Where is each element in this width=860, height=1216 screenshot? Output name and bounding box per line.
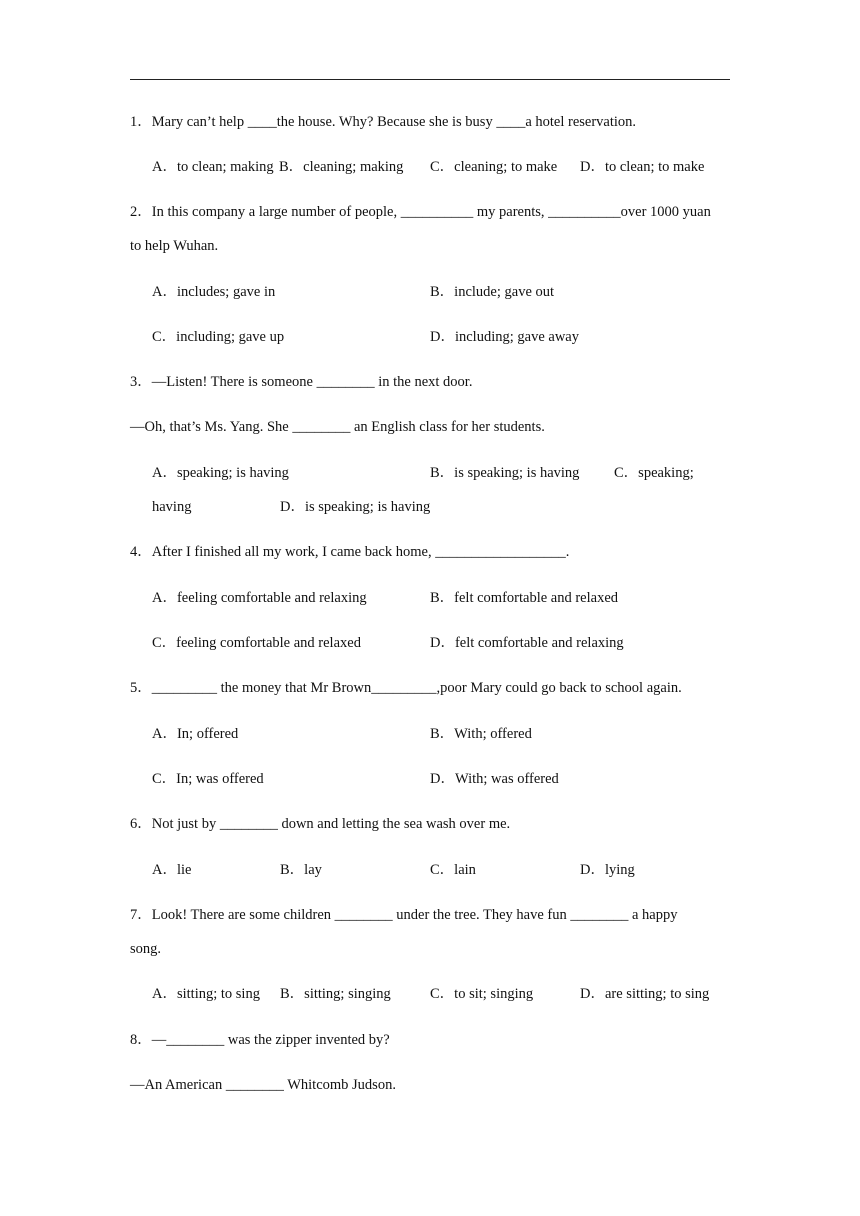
question-5-option-c: C．In; was offered bbox=[152, 771, 264, 787]
question-3-option-d: D．is speaking; is having bbox=[280, 499, 431, 515]
question-4-stem: 4．After I finished all my work, I came back home, __________________. bbox=[130, 544, 570, 560]
question-7-stem-line-1: 7．Look! There are some children ________ under the tree. They have fun ________ a happy bbox=[130, 907, 678, 923]
question-7-option-d: D．are sitting; to sing bbox=[580, 986, 710, 1002]
question-7-option-a: A．sitting; to sing bbox=[152, 986, 260, 1002]
question-3-option-b: B．is speaking; is having bbox=[430, 465, 580, 481]
question-3-stem-line-2: —Oh, that’s Ms. Yang. She ________ an English class for her students. bbox=[130, 419, 545, 435]
question-5-option-a: A．In; offered bbox=[152, 726, 239, 742]
header-rule bbox=[130, 79, 730, 80]
question-4-option-a: A．feeling comfortable and relaxing bbox=[152, 590, 367, 606]
question-3-option-c-part-1: C．speaking; bbox=[614, 465, 694, 481]
question-4-option-d: D．felt comfortable and relaxing bbox=[430, 635, 624, 651]
question-1-option-b: B．cleaning; making bbox=[279, 159, 404, 175]
question-2-option-d: D．including; gave away bbox=[430, 329, 579, 345]
question-3-option-a: A．speaking; is having bbox=[152, 465, 289, 481]
question-7-option-c: C．to sit; singing bbox=[430, 986, 534, 1002]
question-4-option-c: C．feeling comfortable and relaxed bbox=[152, 635, 361, 651]
question-1-option-d: D．to clean; to make bbox=[580, 159, 705, 175]
question-2-stem-line-1: 2．In this company a large number of people, __________ my parents, __________over 1000 yuan bbox=[130, 204, 711, 220]
question-4-option-b: B．felt comfortable and relaxed bbox=[430, 590, 619, 606]
question-2-option-a: A．includes; gave in bbox=[152, 284, 276, 300]
question-1-option-c: C．cleaning; to make bbox=[430, 159, 558, 175]
question-6-option-b: B．lay bbox=[280, 862, 322, 878]
question-2-stem-line-2: to help Wuhan. bbox=[130, 238, 219, 254]
question-5-stem: 5．_________ the money that Mr Brown_________,poor Mary could go back to school again. bbox=[130, 680, 682, 696]
question-3-option-c-part-2: having bbox=[152, 499, 192, 515]
question-8-stem-line-2: —An American ________ Whitcomb Judson. bbox=[130, 1077, 396, 1093]
question-6-option-d: D．lying bbox=[580, 862, 635, 878]
question-5-option-b: B．With; offered bbox=[430, 726, 532, 742]
question-5-option-d: D．With; was offered bbox=[430, 771, 559, 787]
question-7-option-b: B．sitting; singing bbox=[280, 986, 391, 1002]
question-6-option-a: A．lie bbox=[152, 862, 192, 878]
question-7-stem-line-2: song. bbox=[130, 941, 162, 957]
question-2-option-b: B．include; gave out bbox=[430, 284, 555, 300]
question-8-stem-line-1: 8．—________ was the zipper invented by? bbox=[130, 1032, 390, 1048]
question-6-stem: 6．Not just by ________ down and letting the sea wash over me. bbox=[130, 816, 511, 832]
question-2-option-c: C．including; gave up bbox=[152, 329, 285, 345]
question-3-stem-line-1: 3．—Listen! There is someone ________ in the next door. bbox=[130, 374, 473, 390]
question-1-stem: 1．Mary can’t help ____the house. Why? Because she is busy ____a hotel reservation. bbox=[130, 114, 637, 130]
question-6-option-c: C．lain bbox=[430, 862, 476, 878]
question-1-option-a: A．to clean; making bbox=[152, 159, 274, 175]
